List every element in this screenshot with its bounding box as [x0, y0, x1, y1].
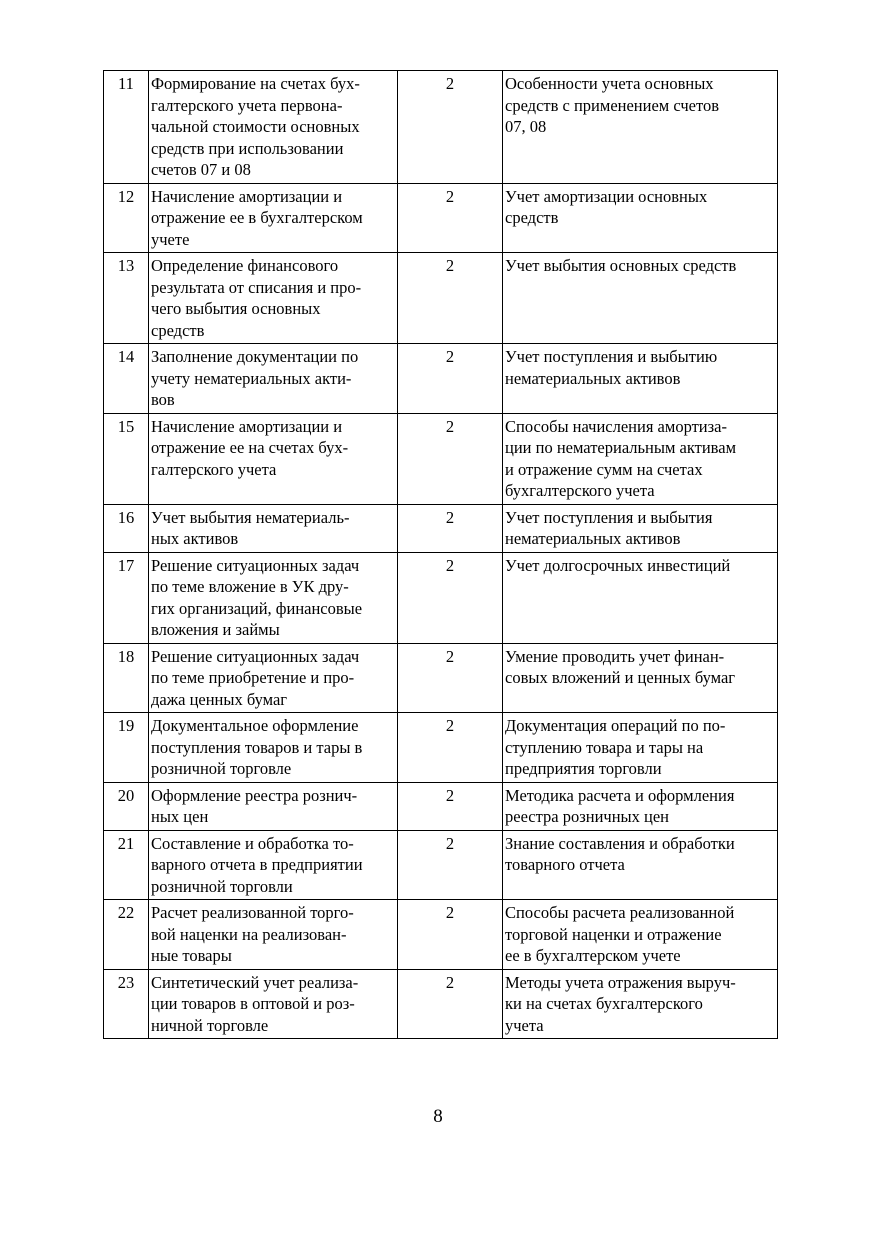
- skill-cell: [503, 413, 778, 504]
- hours-cell-text: 2: [445, 555, 455, 575]
- hours-cell-text: 2: [445, 833, 455, 853]
- hours-cell: [398, 969, 503, 1039]
- row-number: [104, 504, 149, 552]
- row-number: [104, 643, 149, 713]
- topic-cell: [149, 504, 398, 552]
- skill-cell: [503, 713, 778, 783]
- hours-cell: [398, 253, 503, 344]
- skill-cell-text: Учет поступления и выбытия нематериальных активов: [505, 507, 713, 548]
- skill-cell-text: Способы расчета реализованной торговой наценки и отражение ее в бухгалтерском учете: [505, 903, 735, 965]
- hours-cell-text: 2: [445, 903, 455, 922]
- skill-cell: [503, 782, 778, 830]
- skill-cell: [503, 253, 778, 344]
- topic-cell-text: Начисление амортизации и отражение ее на счетах бух- галтерского учета: [151, 416, 349, 479]
- hours-cell: [398, 413, 503, 504]
- table-row: [104, 552, 778, 643]
- row-number-text: 23: [117, 972, 135, 992]
- skill-cell-text: Методика расчета и оформления реестра розничных цен: [505, 785, 735, 826]
- table-row: [104, 782, 778, 830]
- topic-cell-text: Оформление реестра рознич- ных цен: [151, 785, 358, 826]
- row-number: [104, 552, 149, 643]
- hours-cell: [398, 900, 503, 970]
- row-number: [104, 782, 149, 830]
- row-number: [104, 969, 149, 1039]
- hours-cell-text: 2: [445, 785, 455, 805]
- table-row: [104, 413, 778, 504]
- topic-cell: [149, 643, 398, 713]
- topic-cell-text: Определение финансового результата от списания и про- чего выбытия основных средств: [151, 256, 362, 340]
- row-number-text: 12: [117, 186, 135, 206]
- topic-cell-text: Заполнение документации по учету нематериальных акти- вов: [151, 347, 359, 409]
- skill-cell-text: Учет выбытия основных средств: [505, 256, 737, 275]
- row-number: [104, 413, 149, 504]
- topic-cell: [149, 344, 398, 414]
- topic-cell-text: Документальное оформление поступления товаров и тары в розничной торговле: [151, 716, 363, 778]
- skill-cell-text: Особенности учета основных средств с применением счетов 07, 08: [505, 74, 720, 136]
- hours-cell: [398, 713, 503, 783]
- skill-cell: [503, 504, 778, 552]
- page-number: 8: [433, 1106, 443, 1127]
- row-number: [104, 253, 149, 344]
- skill-cell-text: Учет долгосрочных инвестиций: [505, 555, 731, 575]
- table-row: [104, 713, 778, 783]
- table-row: [104, 183, 778, 253]
- table-row: [104, 253, 778, 344]
- topic-cell-text: Начисление амортизации и отражение ее в бухгалтерском учете: [151, 186, 363, 249]
- topic-cell: [149, 71, 398, 184]
- hours-cell-text: 2: [445, 256, 455, 275]
- topic-cell-text: Решение ситуационных задач по теме вложение в УК дру- гих организаций, финансовые вложения и займы: [151, 555, 363, 639]
- row-number-text: 18: [117, 646, 135, 666]
- table-body: [104, 71, 778, 1039]
- hours-cell: [398, 71, 503, 184]
- hours-cell: [398, 830, 503, 900]
- row-number-text: 19: [117, 716, 135, 735]
- skill-cell: [503, 969, 778, 1039]
- skill-cell-text: Знание составления и обработки товарного отчета: [505, 833, 735, 874]
- hours-cell-text: 2: [445, 186, 455, 206]
- skill-cell-text: Способы начисления амортиза- ции по нематериальным активам и отражение сумм на счетах бухгалтерского учета: [505, 416, 737, 500]
- row-number-text: 11: [118, 74, 134, 93]
- topic-cell: [149, 969, 398, 1039]
- hours-cell: [398, 504, 503, 552]
- row-number-text: 22: [117, 903, 135, 922]
- topic-cell-text: Учет выбытия нематериаль- ных активов: [151, 507, 350, 548]
- topic-cell-text: Решение ситуационных задач по теме приобретение и про- дажа ценных бумаг: [151, 646, 360, 709]
- row-number-text: 20: [117, 785, 135, 805]
- hours-cell-text: 2: [445, 347, 455, 366]
- practice-topics-table: [103, 70, 778, 1039]
- skill-cell: [503, 900, 778, 970]
- table-row: [104, 504, 778, 552]
- hours-cell-text: 2: [445, 74, 455, 93]
- row-number-text: 16: [117, 507, 135, 527]
- table-row: [104, 643, 778, 713]
- row-number: [104, 71, 149, 184]
- hours-cell-text: 2: [445, 972, 455, 992]
- table-row: [104, 344, 778, 414]
- table-row: [104, 71, 778, 184]
- skill-cell: [503, 183, 778, 253]
- hours-cell-text: 2: [445, 646, 455, 666]
- row-number: [104, 830, 149, 900]
- row-number-text: 13: [117, 256, 135, 275]
- skill-cell-text: Учет амортизации основных средств: [505, 186, 708, 227]
- row-number-text: 14: [117, 347, 135, 366]
- topic-cell: [149, 413, 398, 504]
- topic-cell-text: Синтетический учет реализа- ции товаров в оптовой и роз- ничной торговле: [151, 972, 359, 1035]
- topic-cell: [149, 900, 398, 970]
- topic-cell: [149, 183, 398, 253]
- topic-cell: [149, 253, 398, 344]
- table-row: [104, 969, 778, 1039]
- hours-cell-text: 2: [445, 716, 455, 735]
- topic-cell-text: Составление и обработка то- варного отчета в предприятии розничной торговли: [151, 833, 363, 896]
- hours-cell: [398, 344, 503, 414]
- topic-cell: [149, 552, 398, 643]
- topic-cell-text: Формирование на счетах бух- галтерского учета первона- чальной стоимости основных средств при использовании счетов 07 и 08: [151, 74, 360, 179]
- hours-cell: [398, 552, 503, 643]
- skill-cell: [503, 830, 778, 900]
- hours-cell-text: 2: [445, 507, 455, 527]
- table-row: [104, 830, 778, 900]
- table-row: [104, 900, 778, 970]
- skill-cell: [503, 643, 778, 713]
- skill-cell: [503, 344, 778, 414]
- row-number: [104, 713, 149, 783]
- topic-cell-text: Расчет реализованной торго- вой наценки на реализован- ные товары: [151, 903, 354, 965]
- topic-cell: [149, 713, 398, 783]
- skill-cell-text: Методы учета отражения выруч- ки на счетах бухгалтерского учета: [505, 972, 736, 1035]
- row-number-text: 21: [117, 833, 135, 853]
- skill-cell-text: Умение проводить учет финан- совых вложений и ценных бумаг: [505, 646, 736, 687]
- row-number: [104, 900, 149, 970]
- hours-cell: [398, 643, 503, 713]
- topic-cell: [149, 782, 398, 830]
- skill-cell-text: Документация операций по по- ступлению товара и тары на предприятия торговли: [505, 716, 726, 778]
- row-number: [104, 344, 149, 414]
- hours-cell: [398, 183, 503, 253]
- skill-cell: [503, 71, 778, 184]
- row-number-text: 15: [117, 416, 135, 436]
- row-number: [104, 183, 149, 253]
- skill-cell-text: Учет поступления и выбытию нематериальных активов: [505, 347, 718, 388]
- skill-cell: [503, 552, 778, 643]
- topic-cell: [149, 830, 398, 900]
- hours-cell-text: 2: [445, 416, 455, 436]
- hours-cell: [398, 782, 503, 830]
- row-number-text: 17: [117, 555, 135, 575]
